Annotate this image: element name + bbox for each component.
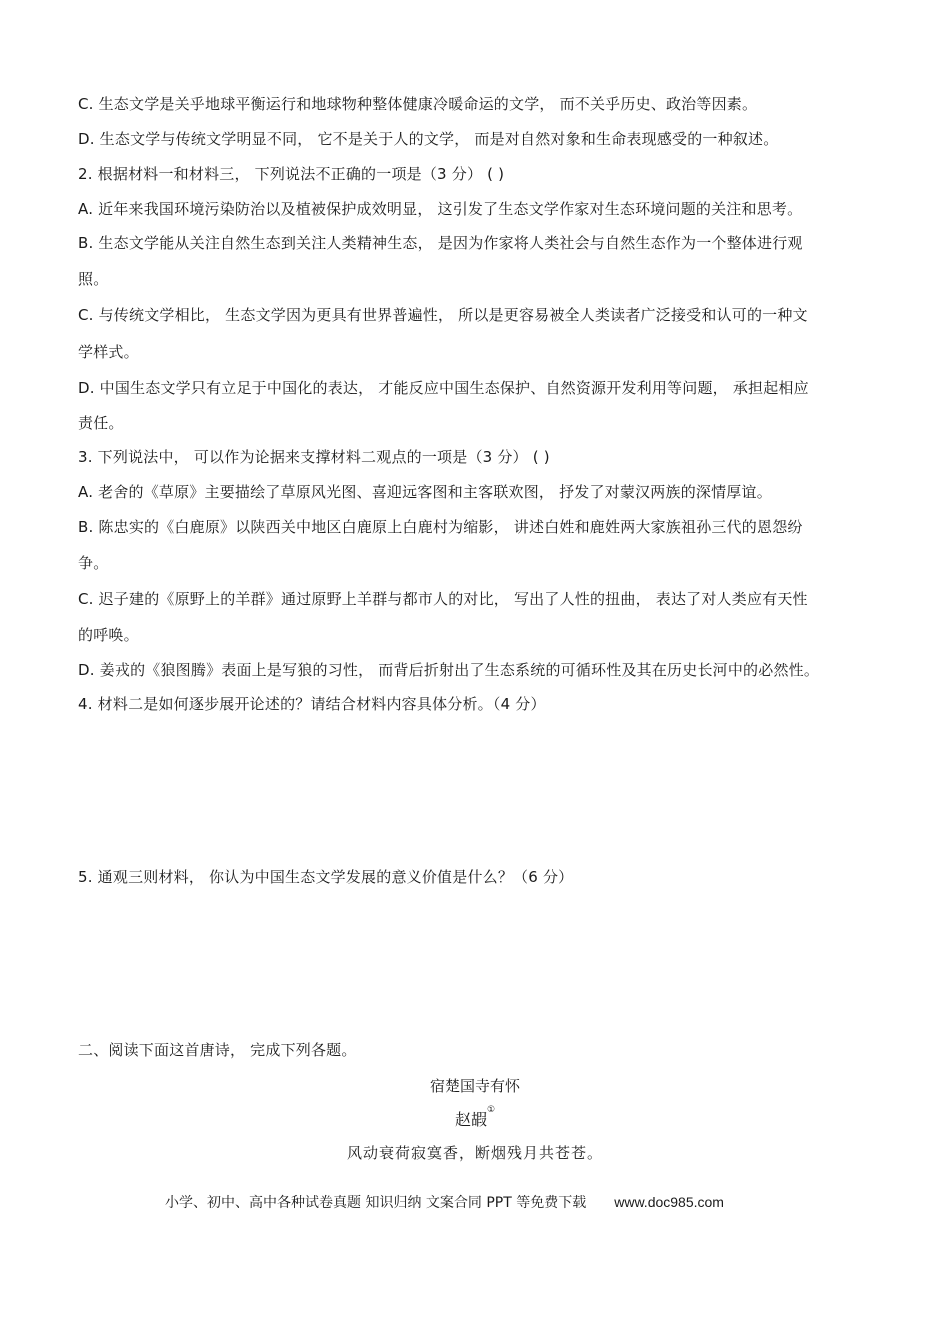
footer-url-link[interactable]: www.doc985.com	[614, 1194, 724, 1210]
q2-option-a: A. 近年来我国环境污染防治以及植被保护成效明显， 这引发了生态文学作家对生态环境问题的关注和思考。	[78, 200, 803, 218]
footer	[165, 1192, 724, 1212]
q2-option-c-line2: 学样式。	[78, 343, 139, 361]
q3-option-c-line2: 的呼唤。	[78, 626, 139, 644]
poem-author-name: 赵嘏	[454, 1110, 487, 1129]
q3-stem: 3. 下列说法中， 可以作为论据来支撑材料二观点的一项是（3 分） ( )	[78, 448, 550, 466]
q2-option-c-line1: C. 与传统文学相比， 生态文学因为更具有世界普遍性， 所以是更容易被全人类读者广泛接受和认可的一种文	[78, 306, 808, 324]
q4-stem: 4. 材料二是如何逐步展开论述的？请结合材料内容具体分析。（4 分）	[78, 695, 546, 713]
q3-option-d: D. 姜戎的《狼图腾》表面上是写狼的习性， 而背后折射出了生态系统的可循环性及其在历史长河中的必然性。	[78, 661, 820, 679]
q1-option-c: C. 生态文学是关乎地球平衡运行和地球物种整体健康冷暖命运的文学， 而不关乎历史、政治等因素。	[78, 95, 758, 113]
q3-option-a: A. 老舍的《草原》主要描绘了草原风光图、喜迎远客图和主客联欢图， 抒发了对蒙汉两族的深情厚谊。	[78, 483, 772, 501]
q2-stem: 2. 根据材料一和材料三， 下列说法不正确的一项是（3 分） ( )	[78, 165, 505, 183]
author-footnote-mark: ①	[486, 1105, 496, 1115]
q5-stem: 5. 通观三则材料， 你认为中国生态文学发展的意义价值是什么？（6 分）	[78, 868, 574, 886]
q3-option-b-line1: B. 陈忠实的《白鹿原》以陕西关中地区白鹿原上白鹿村为缩影， 讲述白姓和鹿姓两大家族祖孙三代的恩怨纷	[78, 518, 803, 536]
poem-title: 宿楚国寺有怀	[429, 1077, 520, 1095]
q2-option-d-line1: D. 中国生态文学只有立足于中国化的表达， 才能反应中国生态保护、自然资源开发利用等问题， 承担起相应	[78, 379, 809, 397]
poem-author	[0, 1107, 950, 1130]
section2-heading: 二、阅读下面这首唐诗， 完成下列各题。	[78, 1041, 357, 1059]
footer-text: 小学、初中、高中各种试卷真题 知识归纳 文案合同 PPT 等免费下载	[165, 1195, 587, 1211]
poem-line-1: 风动衰荷寂寞香，断烟残月共苍苍。	[346, 1144, 603, 1162]
q2-option-d-line2: 责任。	[78, 414, 124, 432]
q3-option-b-line2: 争。	[78, 554, 109, 572]
q2-option-b-line1: B. 生态文学能从关注自然生态到关注人类精神生态， 是因为作家将人类社会与自然生态作为一个整体进行观	[78, 234, 803, 252]
q3-option-c-line1: C. 迟子建的《原野上的羊群》通过原野上羊群与都市人的对比， 写出了人性的扭曲， 表达了对人类应有天性	[78, 590, 808, 608]
q1-option-d: D. 生态文学与传统文学明显不同， 它不是关于人的文学， 而是对自然对象和生命表现感受的一种叙述。	[78, 130, 779, 148]
q2-option-b-line2: 照。	[78, 270, 109, 288]
